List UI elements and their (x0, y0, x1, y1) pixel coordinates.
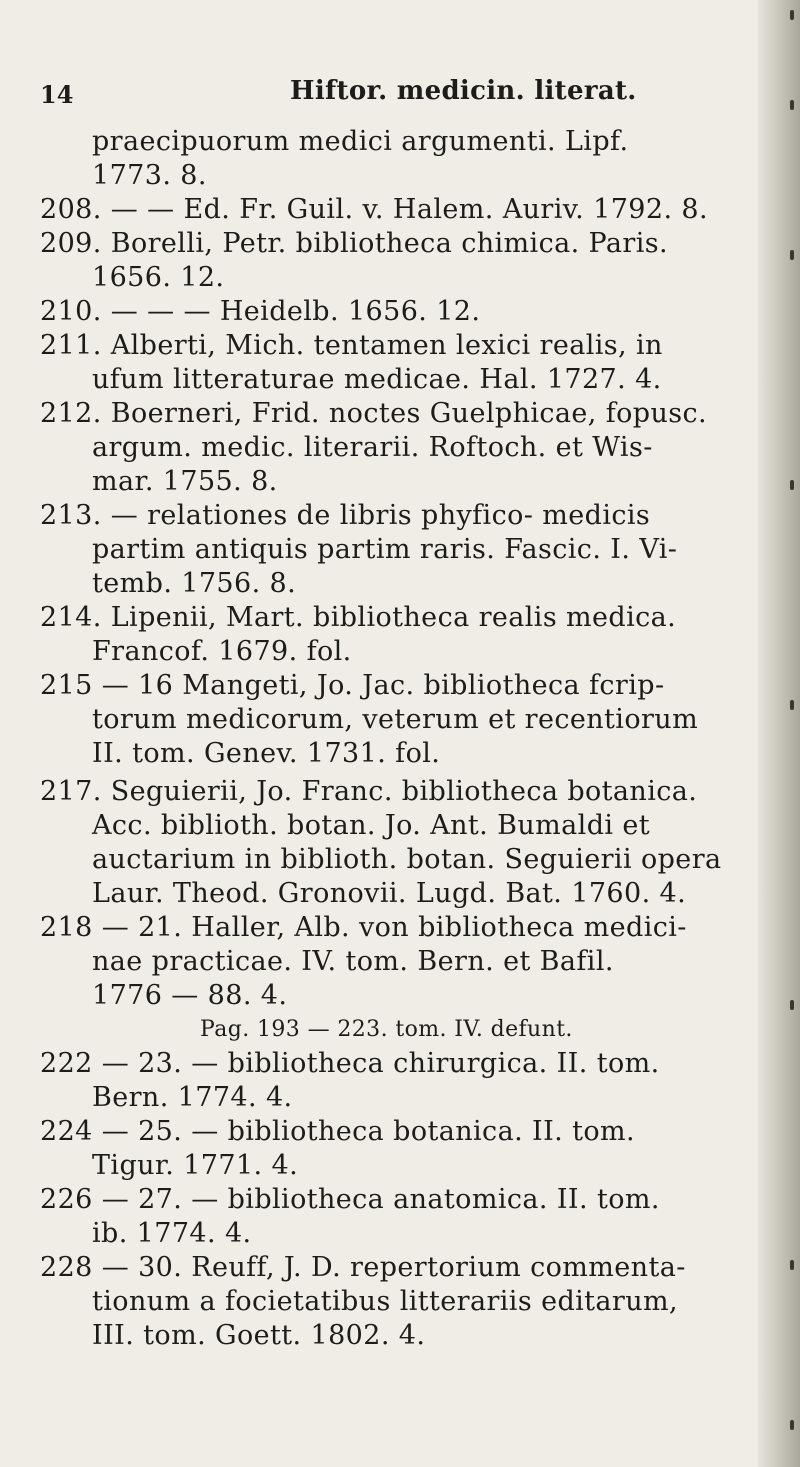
text-line: 212. Boerneri, Frid. noctes Guelphicae, fopusc. (40, 398, 708, 429)
page-edge-mark (790, 10, 794, 20)
text-line: 222 — 23. — bibliotheca chirurgica. II. tom. (40, 1048, 660, 1079)
text-line: 228 — 30. Reuff, J. D. repertorium commenta- (40, 1252, 686, 1283)
text-line: Acc. biblioth. botan. Jo. Ant. Bumaldi et (92, 810, 651, 841)
text-line: 210. — — — Heidelb. 1656. 12. (40, 296, 481, 327)
text-line: 209. Borelli, Petr. bibliotheca chimica. Paris. (40, 228, 668, 259)
text-line: tionum a focietatibus litterariis editarum, (92, 1286, 679, 1317)
text-line: auctarium in biblioth. botan. Seguierii opera (92, 844, 722, 875)
text-line: Francof. 1679. fol. (92, 636, 352, 667)
text-line: Bern. 1774. 4. (92, 1082, 293, 1113)
text-line: partim antiquis partim raris. Fascic. I. Vi- (92, 534, 678, 565)
text-line: 1776 — 88. 4. (92, 980, 288, 1011)
text-line: Pag. 193 — 223. tom. IV. defunt. (200, 1017, 573, 1042)
page-edge-mark (790, 1260, 794, 1270)
text-line: 208. — — Ed. Fr. Guil. v. Halem. Auriv. 1792. 8. (40, 194, 708, 225)
text-line: 214. Lipenii, Mart. bibliotheca realis medica. (40, 602, 677, 633)
text-line: nae practicae. IV. tom. Bern. et Bafil. (92, 946, 614, 977)
text-line: 218 — 21. Haller, Alb. von bibliotheca medici- (40, 912, 687, 943)
text-line: Tigur. 1771. 4. (92, 1150, 299, 1181)
text-line: 1656. 12. (92, 262, 225, 293)
page-number: 14 (40, 80, 74, 109)
page-edge-mark (790, 1420, 794, 1430)
text-line: Laur. Theod. Gronovii. Lugd. Bat. 1760. 4. (92, 878, 687, 909)
text-line: ib. 1774. 4. (92, 1218, 252, 1249)
text-line: torum medicorum, veterum et recentiorum (92, 704, 699, 735)
text-line: praecipuorum medici argumenti. Lipf. (92, 126, 629, 157)
text-line: 211. Alberti, Mich. tentamen lexici realis, in (40, 330, 663, 361)
running-title: Hiftor. medicin. literat. (290, 76, 637, 106)
text-line: mar. 1755. 8. (92, 466, 278, 497)
text-line: temb. 1756. 8. (92, 568, 297, 599)
text-line: 226 — 27. — bibliotheca anatomica. II. tom. (40, 1184, 660, 1215)
text-line: 217. Seguierii, Jo. Franc. bibliotheca botanica. (40, 776, 698, 807)
running-head (40, 76, 680, 112)
page-edge-mark (790, 700, 794, 710)
text-line: III. tom. Goett. 1802. 4. (92, 1320, 426, 1351)
text-line: 213. — relationes de libris phyfico- medicis (40, 500, 651, 531)
page-edge-mark (790, 100, 794, 110)
page-edge-mark (790, 250, 794, 260)
text-line: 215 — 16 Mangeti, Jo. Jac. bibliotheca fcrip- (40, 670, 665, 701)
page-edge-mark (790, 480, 794, 490)
page-edge (758, 0, 800, 1467)
text-line: 1773. 8. (92, 160, 207, 191)
text-line: ufum litteraturae medicae. Hal. 1727. 4. (92, 364, 662, 395)
text-line: argum. medic. literarii. Roftoch. et Wis- (92, 432, 653, 463)
text-line: II. tom. Genev. 1731. fol. (92, 738, 441, 769)
text-line: 224 — 25. — bibliotheca botanica. II. tom. (40, 1116, 636, 1147)
page-edge-mark (790, 1000, 794, 1010)
